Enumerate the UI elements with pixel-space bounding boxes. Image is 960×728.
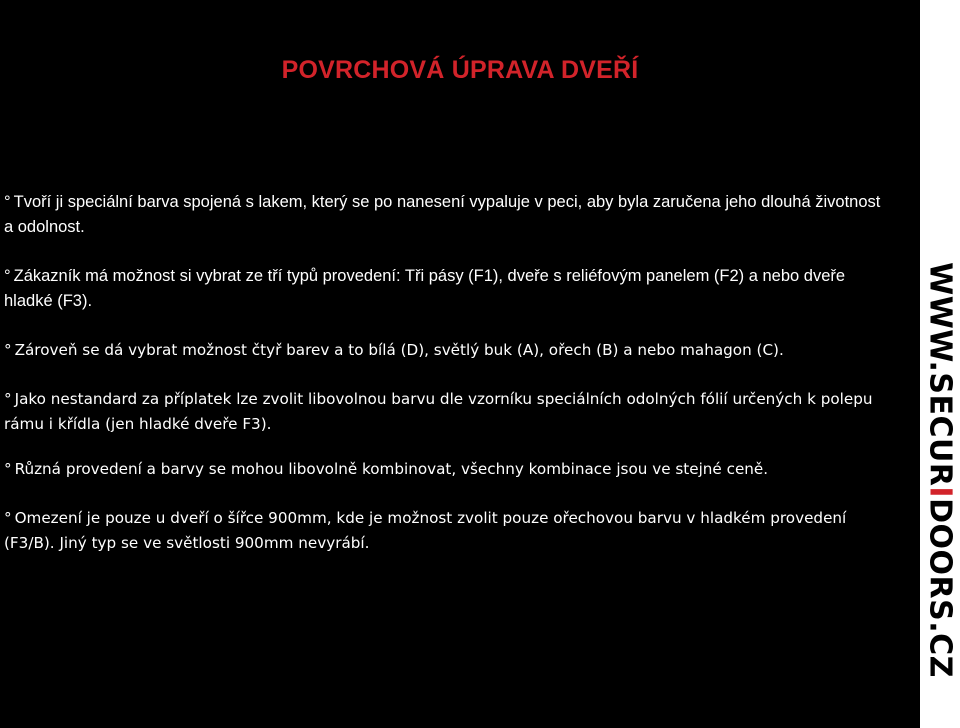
- list-item: [4, 338, 884, 363]
- list-item: [4, 457, 884, 482]
- bullet-text: Omezení je pouze u dveří o šířce 900mm, kde je možnost zvolit pouze ořechovou barvu v hladkém provedení (F3/B). Jiný typ se ve světlosti 900mm nevyrábí.: [4, 509, 847, 552]
- page-title: POVRCHOVÁ ÚPRAVA DVEŘÍ: [281, 56, 639, 84]
- brand-prefix: WWW.SECUR: [922, 262, 958, 487]
- list-item: [4, 264, 884, 314]
- brand-accent: I: [922, 486, 958, 499]
- bullet-marker: °: [4, 193, 11, 211]
- list-item: [4, 387, 884, 437]
- list-item: [4, 506, 884, 556]
- bullet-text: Různá provedení a barvy se mohou libovolně kombinovat, všechny kombinace jsou ve stejné ceně.: [14, 460, 769, 478]
- brand-url: [923, 262, 958, 678]
- brand-suffix: DOORS.CZ: [922, 498, 958, 678]
- list-item: [4, 190, 884, 240]
- bullet-marker: °: [4, 509, 12, 527]
- bullet-text: Tvoří ji speciální barva spojená s lakem, který se po nanesení vypaluje v peci, aby byla zaručena jeho dlouhá životnost a odolnost.: [4, 193, 881, 236]
- bullet-text: Jako nestandard za příplatek lze zvolit libovolnou barvu dle vzorníku speciálních odolných fólií určených k polepu rámu i křídla (jen hladké dveře F3).: [4, 390, 873, 433]
- bullet-marker: °: [4, 460, 12, 478]
- bullet-marker: °: [4, 390, 12, 408]
- bullet-text: Zároveň se dá vybrat možnost čtyř barev a to bílá (D), světlý buk (A), ořech (B) a nebo mahagon (C).: [14, 341, 784, 359]
- bullet-list: [4, 190, 884, 580]
- bullet-text: Zákazník má možnost si vybrat ze tří typů provedení: Tři pásy (F1), dveře s reliéfovým panelem (F2) a nebo dveře hladké (F3).: [4, 267, 846, 310]
- bullet-marker: °: [4, 341, 12, 359]
- bullet-marker: °: [4, 267, 11, 285]
